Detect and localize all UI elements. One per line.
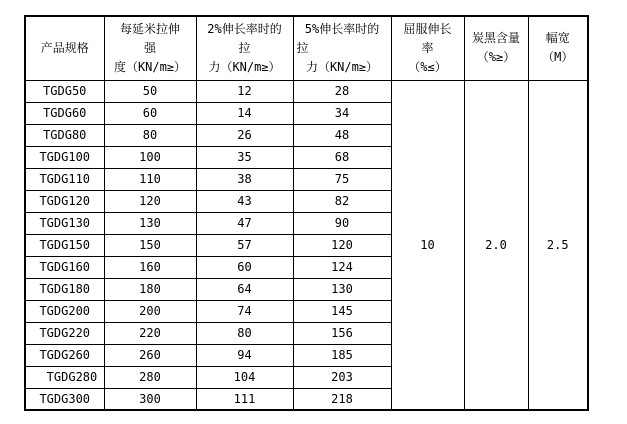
carbon-black-content-value-cell: 2.0: [464, 80, 528, 410]
spec-cell: TGDG300: [25, 388, 104, 410]
spec-cell: TGDG280: [25, 366, 104, 388]
value-cell: 60: [196, 256, 293, 278]
spec-cell: TGDG260: [25, 344, 104, 366]
table-row: [25, 80, 588, 102]
table-body: [25, 80, 588, 410]
value-cell: 185: [293, 344, 391, 366]
value-cell: 48: [293, 124, 391, 146]
value-cell: 64: [196, 278, 293, 300]
spec-cell: TGDG60: [25, 102, 104, 124]
spec-cell: TGDG200: [25, 300, 104, 322]
col-header-force-at-2-percent-elongation: [196, 16, 293, 80]
header-line: 产品规格: [40, 40, 89, 55]
col-header-product-spec: [25, 16, 104, 80]
header-line: 率: [421, 40, 434, 55]
col-header-yield-elongation-rate: [391, 16, 464, 80]
value-cell: 80: [196, 322, 293, 344]
value-cell: 160: [104, 256, 196, 278]
value-cell: 124: [293, 256, 391, 278]
value-cell: 68: [293, 146, 391, 168]
col-header-tensile-strength-per-meter: [104, 16, 196, 80]
value-cell: 82: [293, 190, 391, 212]
spec-cell: TGDG80: [25, 124, 104, 146]
header-line: 每延米拉伸: [119, 21, 180, 36]
header-line: 力（KN/m≥）: [305, 59, 379, 74]
value-cell: 14: [196, 102, 293, 124]
value-cell: 34: [293, 102, 391, 124]
value-cell: 28: [293, 80, 391, 102]
value-cell: 120: [104, 190, 196, 212]
spec-cell: TGDG130: [25, 212, 104, 234]
value-cell: 203: [293, 366, 391, 388]
value-cell: 111: [196, 388, 293, 410]
value-cell: 218: [293, 388, 391, 410]
value-cell: 200: [104, 300, 196, 322]
col-header-force-at-5-percent-elongation: [293, 16, 391, 80]
col-header-fabric-width: [528, 16, 588, 80]
header-line: 2%伸长率时的: [207, 21, 282, 36]
value-cell: 90: [293, 212, 391, 234]
spec-cell: TGDG150: [25, 234, 104, 256]
header-line: 幅宽: [545, 31, 570, 46]
header-line: 5%伸长率时的: [304, 21, 380, 36]
value-cell: 220: [104, 322, 196, 344]
value-cell: 110: [104, 168, 196, 190]
header-line: 度（KN/m≥）: [113, 59, 187, 74]
value-cell: 35: [196, 146, 293, 168]
spec-cell: TGDG180: [25, 278, 104, 300]
value-cell: 74: [196, 300, 293, 322]
value-cell: 180: [104, 278, 196, 300]
value-cell: 120: [293, 234, 391, 256]
value-cell: 156: [293, 322, 391, 344]
col-header-carbon-black-content: [464, 16, 528, 80]
value-cell: 130: [293, 278, 391, 300]
value-cell: 60: [104, 102, 196, 124]
value-cell: 75: [293, 168, 391, 190]
value-cell: 260: [104, 344, 196, 366]
header-line: 力（KN/m≥）: [208, 59, 281, 74]
spec-cell: TGDG100: [25, 146, 104, 168]
value-cell: 57: [196, 234, 293, 256]
value-cell: 26: [196, 124, 293, 146]
value-cell: 38: [196, 168, 293, 190]
spec-cell: TGDG120: [25, 190, 104, 212]
yield-elongation-value-cell: 10: [391, 80, 464, 410]
spec-cell: TGDG220: [25, 322, 104, 344]
header-line: 拉: [238, 40, 251, 55]
spec-cell: TGDG50: [25, 80, 104, 102]
value-cell: 100: [104, 146, 196, 168]
header-line: （M）: [542, 50, 574, 65]
header-line: 强: [143, 40, 156, 55]
value-cell: 145: [293, 300, 391, 322]
value-cell: 150: [104, 234, 196, 256]
value-cell: 280: [104, 366, 196, 388]
header-line: 屈服伸长: [403, 21, 452, 36]
header-line: 炭黑含量: [471, 31, 520, 46]
value-cell: 12: [196, 80, 293, 102]
value-cell: 104: [196, 366, 293, 388]
value-cell: 130: [104, 212, 196, 234]
spec-cell: TGDG110: [25, 168, 104, 190]
header-line: 拉: [296, 40, 309, 55]
header-line: （%≤）: [408, 59, 447, 74]
product-spec-table: [24, 15, 589, 411]
header-row: [25, 16, 588, 80]
value-cell: 50: [104, 80, 196, 102]
fabric-width-value-cell: 2.5: [528, 80, 588, 410]
value-cell: 47: [196, 212, 293, 234]
value-cell: 43: [196, 190, 293, 212]
value-cell: 94: [196, 344, 293, 366]
value-cell: 300: [104, 388, 196, 410]
spec-cell: TGDG160: [25, 256, 104, 278]
value-cell: 80: [104, 124, 196, 146]
header-line: （%≥）: [476, 50, 516, 65]
